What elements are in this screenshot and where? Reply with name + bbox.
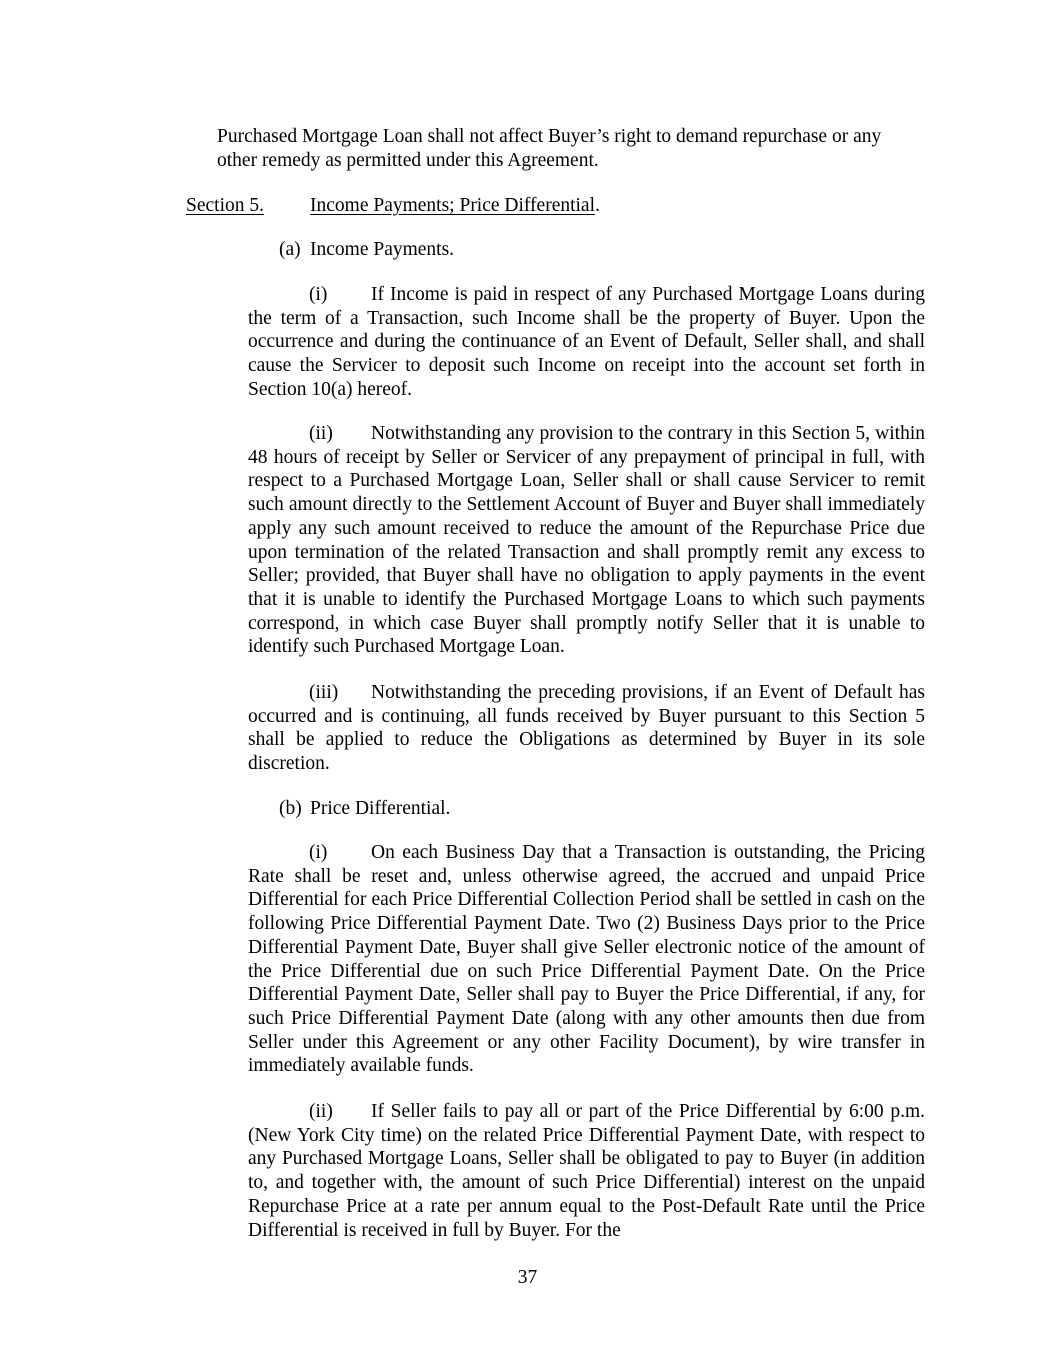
item-text: Notwithstanding any provision to the contrary in this Section 5, within 48 hours of receipt by Seller or Servicer of any prepayment of principal in full, with respect to a Purchased Mortgage Loan, Seller shall or shall cause Servicer to remit such amount directly to the Settlement Account of Buyer and Buyer shall immediately apply any such amount received to reduce the amount of the Repurchase Price due upon termination of the related Transaction and shall promptly remit any excess to Seller; provided, that Buyer shall have no obligation to apply payments in the event that it is unable to identify the Purchased Mortgage Loans to which such payments correspond, in which case Buyer shall promptly notify Seller that it is unable to identify such Purchased Mortgage Loan.	[248, 423, 925, 658]
price-item-ii	[248, 1100, 925, 1242]
item-text: If Seller fails to pay all or part of the Price Differential by 6:00 p.m. (New York City time) on the related Price Differential Payment Date, with respect to any Purchased Mortgage Loans, Seller shall be obligated to pay to Buyer (in addition to, and together with, the amount of such Price Differential) interest on the unpaid Repurchase Price at a rate per annum equal to the Post-Default Rate until the Price Differential is received in full by Buyer. For the	[248, 1101, 925, 1241]
subsection-letter-a: (a)	[279, 239, 301, 260]
section-title: Income Payments; Price Differential	[310, 195, 596, 216]
section-title-period: .	[595, 195, 600, 216]
subsection-letter-b: (b)	[279, 798, 302, 819]
item-marker: (ii)	[309, 423, 333, 444]
subsection-title-b: Price Differential.	[310, 798, 451, 819]
section-number: Section 5.	[186, 195, 264, 216]
income-item-iii	[248, 681, 925, 776]
subsection-heading-b	[279, 797, 450, 821]
item-marker: (ii)	[309, 1101, 333, 1122]
page-number: 37	[517, 1267, 538, 1288]
item-text: On each Business Day that a Transaction is outstanding, the Pricing Rate shall be reset and, unless otherwise agreed, the accrued and unpaid Price Differential for each Price Differential Collection Period shall be settled in cash on the following Price Differential Payment Date. Two (2) Business Days prior to the Price Differential Payment Date, Buyer shall give Seller electronic notice of the amount of the Price Differential due on such Price Differential Payment Date. On the Price Differential Payment Date, Seller shall pay to Buyer the Price Differential, if any, for such Price Differential Payment Date (along with any other amounts then due from Seller under this Agreement or any other Facility Document), by wire transfer in immediately available funds.	[248, 842, 925, 1077]
item-text: Notwithstanding the preceding provisions, if an Event of Default has occurred and is continuing, all funds received by Buyer pursuant to this Section 5 shall be applied to reduce the Obligations as determined by Buyer in its sole discretion.	[248, 682, 925, 775]
continuation-paragraph: Purchased Mortgage Loan shall not affect Buyer’s right to demand repurchase or any other remedy as permitted under this Agreement.	[217, 126, 882, 171]
income-item-ii	[248, 422, 925, 659]
income-item-i	[248, 283, 925, 402]
item-marker: (iii)	[309, 682, 339, 703]
subsection-title-a: Income Payments.	[310, 239, 455, 260]
item-marker: (i)	[309, 284, 328, 305]
price-item-i	[248, 841, 925, 1078]
subsection-heading-a	[279, 238, 454, 262]
item-marker: (i)	[309, 842, 328, 863]
section-title-wrapper	[310, 194, 600, 218]
item-text: If Income is paid in respect of any Purchased Mortgage Loans during the term of a Transaction, such Income shall be the property of Buyer. Upon the occurrence and during the continuance of an Event of Default, Seller shall, and shall cause the Servicer to deposit such Income on receipt into the account set forth in Section 10(a) hereof.	[248, 284, 925, 400]
